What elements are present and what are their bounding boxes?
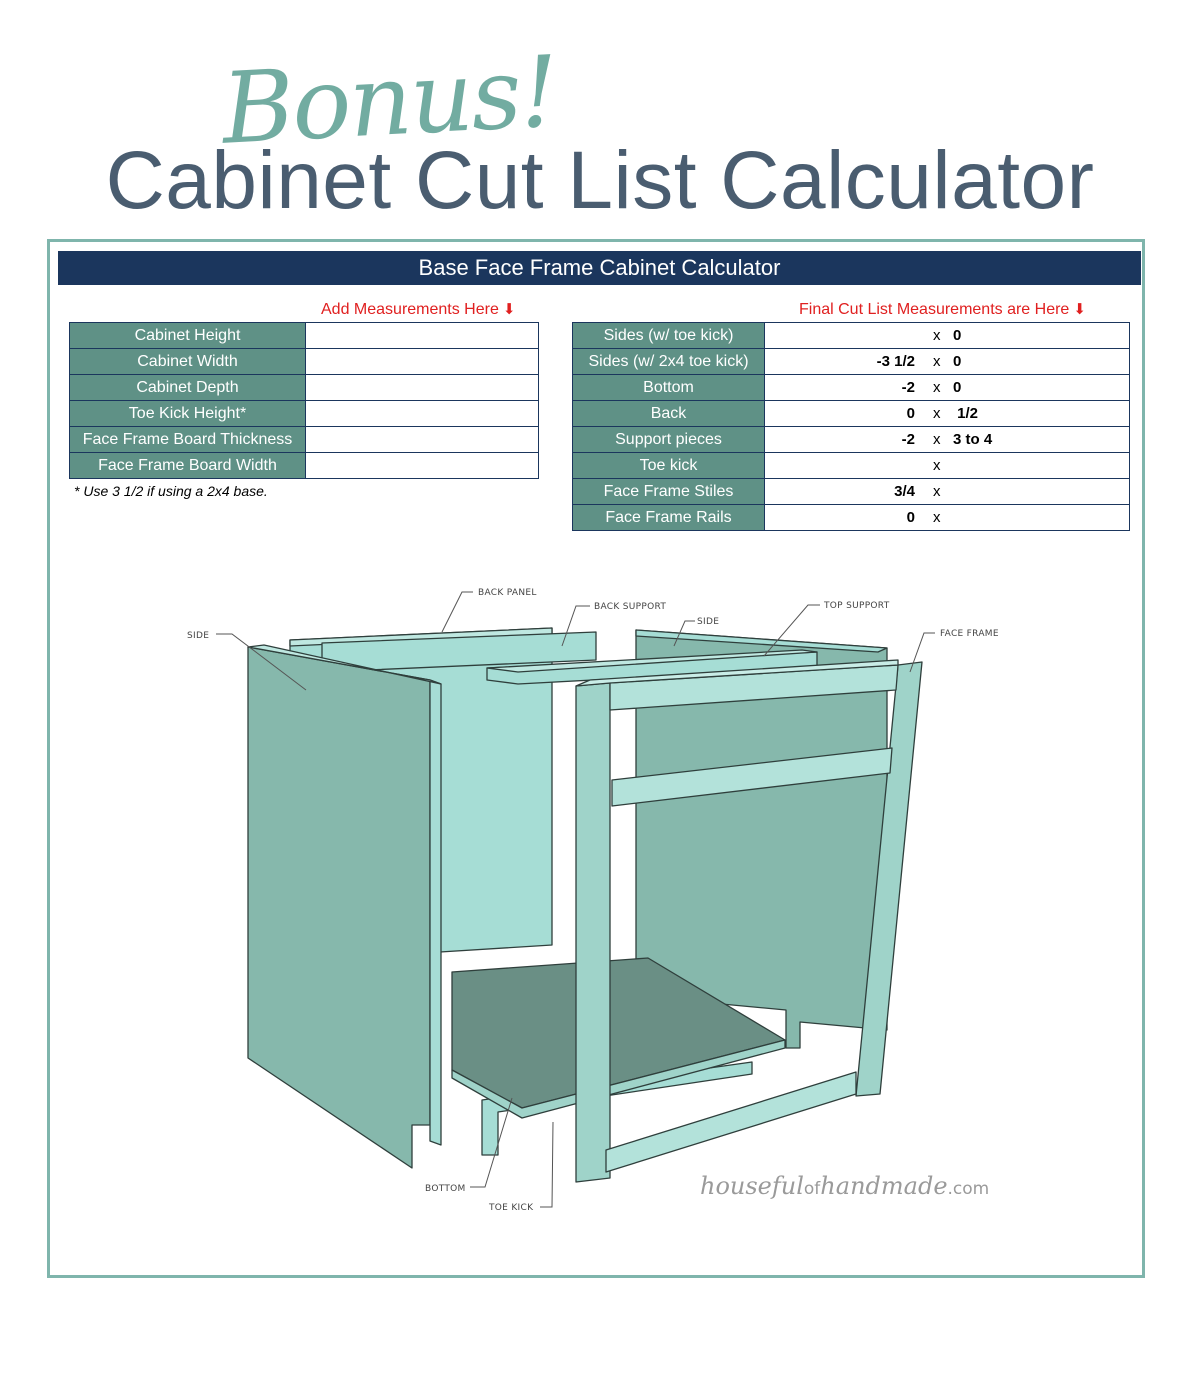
input-label: Cabinet Depth: [70, 375, 306, 401]
output-label: Face Frame Rails: [573, 505, 765, 531]
output-times: x: [933, 457, 941, 474]
input-hint-text: Add Measurements Here: [321, 301, 499, 318]
arrow-down-icon: ⬇: [1073, 301, 1086, 318]
arrow-down-icon: ⬇: [502, 301, 516, 318]
output-times: x: [933, 509, 941, 526]
input-label: Face Frame Board Thickness: [70, 427, 306, 453]
output-dim-a: -2: [901, 431, 915, 448]
output-label: Sides (w/ 2x4 toe kick): [573, 349, 765, 375]
output-dim-a: 3/4: [894, 483, 915, 500]
output-label: Toe kick: [573, 453, 765, 479]
page-title: Cabinet Cut List Calculator: [105, 135, 1095, 226]
output-label: Sides (w/ toe kick): [573, 323, 765, 349]
output-times: x: [933, 483, 941, 500]
left-side-panel: [248, 647, 430, 1168]
callout-face-frame: FACE FRAME: [940, 629, 999, 639]
output-dim-b: 0: [953, 379, 962, 396]
output-times: x: [933, 379, 941, 396]
face-frame-left-stile: [576, 683, 610, 1182]
callout-top-support: TOP SUPPORT: [824, 601, 890, 611]
callout-toe-kick: TOE KICK: [489, 1203, 534, 1213]
input-label: Cabinet Width: [70, 349, 306, 375]
output-dim-b: 1/2: [953, 405, 979, 422]
output-dim-a: 0: [906, 509, 915, 526]
output-dim-a: -3 1/2: [876, 353, 915, 370]
output-hint-text: Final Cut List Measurements are Here: [799, 301, 1070, 318]
brand-logo: [700, 1172, 989, 1201]
toe-kick-note: * Use 3 1/2 if using a 2x4 base.: [74, 483, 268, 499]
callout-back-support: BACK SUPPORT: [594, 602, 667, 612]
output-dim-b: 0: [953, 327, 962, 344]
output-dim-a: 0: [906, 405, 915, 422]
callout-back-panel: BACK PANEL: [478, 588, 537, 598]
brand-part-1: houseful: [700, 1172, 804, 1200]
callout-side-right: SIDE: [697, 617, 720, 627]
output-dim-a: -2: [901, 379, 915, 396]
output-label: Face Frame Stiles: [573, 479, 765, 505]
left-side-front-edge: [430, 680, 441, 1145]
output-label: Back: [573, 401, 765, 427]
output-times: x: [933, 353, 941, 370]
brand-part-3: handmade: [820, 1172, 948, 1200]
output-dim-b: 0: [953, 353, 962, 370]
callout-side-left: SIDE: [187, 631, 210, 641]
callout-bottom: BOTTOM: [425, 1184, 466, 1194]
output-label: Support pieces: [573, 427, 765, 453]
input-label: Face Frame Board Width: [70, 453, 306, 479]
output-times: x: [933, 431, 941, 448]
calculator-banner: Base Face Frame Cabinet Calculator: [58, 251, 1141, 285]
output-times: x: [933, 327, 941, 344]
output-dim-b: 3 to 4: [953, 431, 993, 448]
input-label: Toe Kick Height*: [70, 401, 306, 427]
input-label: Cabinet Height: [70, 323, 306, 349]
bonus-heading: Bonus!: [219, 35, 560, 167]
brand-part-4: .com: [947, 1179, 990, 1199]
brand-part-2: of: [803, 1179, 821, 1199]
output-times: x: [933, 405, 941, 422]
output-label: Bottom: [573, 375, 765, 401]
